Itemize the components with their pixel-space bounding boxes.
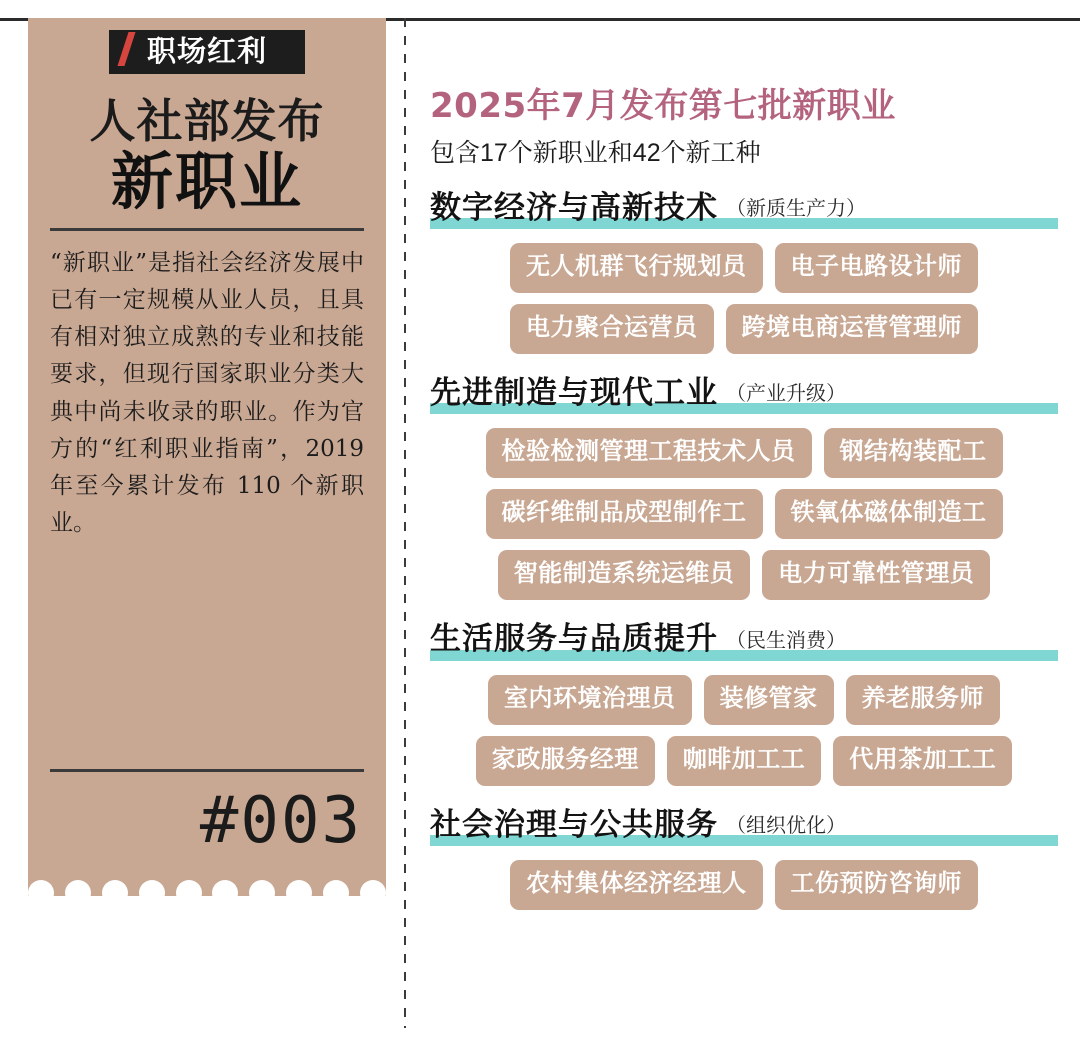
job-tag[interactable]: 钢结构装配工	[824, 428, 1003, 478]
tag-list	[430, 428, 1058, 600]
section-social-governance	[430, 808, 1058, 910]
section-title: 社会治理与公共服务	[430, 806, 718, 842]
section-note: （民生消费）	[726, 629, 846, 652]
job-tag[interactable]: 工伤预防咨询师	[775, 860, 979, 910]
ticket-card	[28, 18, 386, 896]
section-note: （产业升级）	[726, 383, 846, 406]
ticket-divider-bottom	[50, 769, 364, 772]
section-note: （组织优化）	[726, 814, 846, 837]
job-tag[interactable]: 检验检测管理工程技术人员	[486, 428, 812, 478]
ticket-title-secondary: 新职业	[110, 144, 303, 218]
job-tag[interactable]: 跨境电商运营管理师	[726, 304, 979, 354]
job-tag[interactable]: 智能制造系统运维员	[498, 550, 751, 600]
brand-badge	[109, 30, 305, 74]
section-digital-economy	[430, 191, 1058, 354]
vertical-dashed-separator	[404, 18, 406, 1028]
brand-accent-slash	[117, 32, 135, 66]
section-note: （新质生产力）	[726, 198, 866, 221]
section-title: 生活服务与品质提升	[430, 621, 718, 657]
ticket-description	[50, 245, 364, 543]
section-advanced-manufacturing	[430, 376, 1058, 600]
job-tag[interactable]: 铁氧体磁体制造工	[775, 489, 1003, 539]
brand-label: 职场红利	[146, 35, 267, 68]
job-tag[interactable]: 室内环境治理员	[488, 675, 692, 725]
job-tag[interactable]: 无人机群飞行规划员	[510, 243, 763, 293]
content-column	[430, 86, 1058, 910]
job-tag[interactable]: 电子电路设计师	[775, 243, 979, 293]
ticket-divider-top	[50, 228, 364, 231]
ticket-issue-number: #003	[199, 784, 362, 858]
section-header	[430, 191, 1058, 231]
job-tag[interactable]: 农村集体经济经理人	[510, 860, 763, 910]
tag-list	[430, 860, 1058, 910]
tag-list	[430, 243, 1058, 354]
section-life-services	[430, 622, 1058, 785]
ticket-description-text: “新职业”是指社会经济发展中已有一定规模从业人员，且具有相对独立成熟的专业和技能要求，但现行国家职业分类大典中尚未收录的职业。作为官方的“红利职业指南”，2019 年至今累计发布 110 个新职业。	[50, 249, 364, 537]
job-tag[interactable]: 养老服务师	[846, 675, 1001, 725]
job-tag[interactable]: 咖啡加工工	[667, 736, 822, 786]
job-tag[interactable]: 电力聚合运营员	[510, 304, 714, 354]
section-header	[430, 808, 1058, 848]
section-title: 先进制造与现代工业	[430, 375, 718, 411]
page-title: 2025年7月发布第七批新职业	[430, 86, 896, 126]
tag-list	[430, 675, 1058, 786]
page-subtitle: 包含17个新职业和42个新工种	[430, 138, 761, 167]
section-title: 数字经济与高新技术	[430, 190, 718, 226]
job-tag[interactable]: 电力可靠性管理员	[762, 550, 990, 600]
job-tag[interactable]: 装修管家	[704, 675, 834, 725]
section-header	[430, 622, 1058, 662]
job-tag[interactable]: 代用茶加工工	[833, 736, 1012, 786]
section-header	[430, 376, 1058, 416]
job-tag[interactable]: 碳纤维制品成型制作工	[486, 489, 763, 539]
job-tag[interactable]: 家政服务经理	[476, 736, 655, 786]
ticket-title-primary: 人社部发布	[89, 94, 325, 148]
